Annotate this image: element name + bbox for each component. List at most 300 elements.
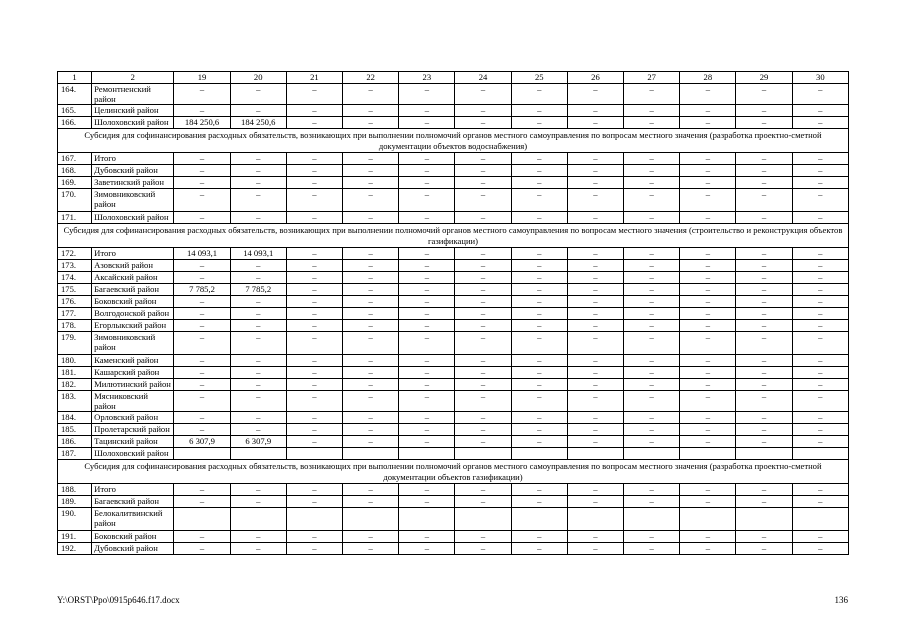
value-cell: – (286, 105, 342, 117)
table-row (58, 117, 849, 129)
value-cell: – (174, 424, 230, 436)
value-cell: – (792, 391, 848, 412)
value-cell: – (736, 117, 792, 129)
value-cell: – (455, 117, 511, 129)
value-cell: – (680, 308, 736, 320)
value-cell: – (792, 84, 848, 105)
value-cell (567, 508, 623, 531)
value-cell: – (736, 424, 792, 436)
value-cell: – (399, 355, 455, 367)
value-cell: – (455, 212, 511, 224)
value-cell: – (399, 272, 455, 284)
value-cell: – (567, 84, 623, 105)
value-cell: – (399, 543, 455, 555)
table-row (58, 367, 849, 379)
value-cell: – (567, 355, 623, 367)
value-cell: – (624, 308, 680, 320)
district-name: Ремонтненский район (92, 84, 174, 105)
value-cell: – (624, 484, 680, 496)
row-number: 183. (58, 391, 92, 412)
value-cell: – (792, 296, 848, 308)
column-header: 21 (286, 72, 342, 84)
value-cell: – (624, 212, 680, 224)
value-cell: – (680, 391, 736, 412)
value-cell: – (680, 84, 736, 105)
district-name: Волгодонской район (92, 308, 174, 320)
value-cell: – (567, 105, 623, 117)
value-cell: – (230, 165, 286, 177)
value-cell: – (567, 412, 623, 424)
value-cell: – (792, 308, 848, 320)
value-cell (399, 448, 455, 460)
value-cell: – (230, 153, 286, 165)
value-cell: – (624, 260, 680, 272)
value-cell: 6 307,9 (230, 436, 286, 448)
district-name: Багаевский район (92, 284, 174, 296)
row-number: 167. (58, 153, 92, 165)
value-cell: – (736, 308, 792, 320)
table-row (58, 424, 849, 436)
value-cell: – (343, 367, 399, 379)
value-cell: – (343, 117, 399, 129)
value-cell: – (511, 84, 567, 105)
value-cell: – (455, 355, 511, 367)
value-cell: – (736, 105, 792, 117)
value-cell: – (792, 332, 848, 355)
value-cell: 184 250,6 (230, 117, 286, 129)
value-cell: – (174, 177, 230, 189)
value-cell: – (511, 367, 567, 379)
value-cell: – (455, 531, 511, 543)
value-cell: – (680, 412, 736, 424)
row-number: 180. (58, 355, 92, 367)
value-cell: – (343, 412, 399, 424)
row-number: 173. (58, 260, 92, 272)
value-cell: – (680, 284, 736, 296)
column-header: 2 (92, 72, 174, 84)
table-row (58, 355, 849, 367)
value-cell: – (624, 248, 680, 260)
value-cell: – (511, 165, 567, 177)
row-number: 190. (58, 508, 92, 531)
value-cell: – (792, 260, 848, 272)
value-cell: 14 093,1 (230, 248, 286, 260)
table-row (58, 212, 849, 224)
table-row (58, 531, 849, 543)
table-row (58, 272, 849, 284)
value-cell (455, 508, 511, 531)
column-header: 26 (567, 72, 623, 84)
value-cell: – (343, 320, 399, 332)
value-cell: – (399, 308, 455, 320)
value-cell: – (174, 260, 230, 272)
value-cell: – (624, 296, 680, 308)
row-number: 169. (58, 177, 92, 189)
value-cell: – (624, 105, 680, 117)
row-number: 187. (58, 448, 92, 460)
value-cell: – (511, 296, 567, 308)
value-cell: – (624, 531, 680, 543)
value-cell: – (511, 308, 567, 320)
district-name: Милютинский район (92, 379, 174, 391)
value-cell: – (680, 436, 736, 448)
row-number: 182. (58, 379, 92, 391)
table-row (58, 379, 849, 391)
column-header: 23 (399, 72, 455, 84)
value-cell: – (455, 260, 511, 272)
table-row (58, 105, 849, 117)
value-cell: – (624, 320, 680, 332)
value-cell (567, 448, 623, 460)
value-cell: – (343, 272, 399, 284)
district-name: Боковский район (92, 296, 174, 308)
value-cell: – (174, 412, 230, 424)
value-cell: – (624, 84, 680, 105)
district-name: Зимовниковский район (92, 189, 174, 212)
section-heading: Субсидия для софинансирования расходных обязательств, возникающих при выполнении полномочий органов местного самоуправления по вопросам местного значения (строительство и реконструкция объектов газификации) (58, 224, 849, 248)
district-name: Пролетарский район (92, 424, 174, 436)
value-cell: – (399, 391, 455, 412)
value-cell: – (343, 296, 399, 308)
value-cell: – (343, 484, 399, 496)
value-cell: – (624, 436, 680, 448)
value-cell: – (286, 260, 342, 272)
table-header-row (58, 72, 849, 84)
value-cell: – (624, 412, 680, 424)
table-row (58, 543, 849, 555)
value-cell: – (680, 248, 736, 260)
value-cell: – (736, 248, 792, 260)
row-number: 186. (58, 436, 92, 448)
value-cell: – (174, 320, 230, 332)
district-name: Каменский район (92, 355, 174, 367)
value-cell: – (736, 484, 792, 496)
row-number: 181. (58, 367, 92, 379)
value-cell: – (567, 177, 623, 189)
value-cell: – (399, 260, 455, 272)
value-cell: – (286, 296, 342, 308)
value-cell: – (511, 436, 567, 448)
row-number: 184. (58, 412, 92, 424)
value-cell: – (230, 84, 286, 105)
value-cell: – (455, 177, 511, 189)
value-cell: – (736, 296, 792, 308)
value-cell: – (736, 260, 792, 272)
value-cell: – (286, 212, 342, 224)
value-cell: – (680, 272, 736, 284)
value-cell: – (792, 248, 848, 260)
value-cell: – (230, 496, 286, 508)
value-cell: – (792, 165, 848, 177)
value-cell: – (230, 105, 286, 117)
value-cell: – (455, 189, 511, 212)
row-number: 170. (58, 189, 92, 212)
value-cell (174, 448, 230, 460)
value-cell: – (567, 272, 623, 284)
value-cell: – (174, 165, 230, 177)
value-cell: – (455, 165, 511, 177)
value-cell: – (399, 531, 455, 543)
value-cell (736, 448, 792, 460)
value-cell: – (624, 272, 680, 284)
district-name: Мясниковский район (92, 391, 174, 412)
table-row (58, 448, 849, 460)
value-cell (174, 508, 230, 531)
value-cell: – (511, 272, 567, 284)
district-name: Белокалитвинский район (92, 508, 174, 531)
value-cell (343, 448, 399, 460)
value-cell: – (736, 379, 792, 391)
row-number: 178. (58, 320, 92, 332)
value-cell: – (455, 391, 511, 412)
value-cell: – (343, 391, 399, 412)
value-cell: – (343, 248, 399, 260)
value-cell: – (792, 531, 848, 543)
value-cell: – (174, 84, 230, 105)
district-name: Итого (92, 484, 174, 496)
value-cell: – (455, 284, 511, 296)
value-cell: – (286, 308, 342, 320)
value-cell: – (399, 296, 455, 308)
value-cell: – (511, 332, 567, 355)
value-cell: – (511, 284, 567, 296)
value-cell: – (286, 531, 342, 543)
value-cell: – (230, 424, 286, 436)
value-cell: – (792, 320, 848, 332)
document-sheet (57, 71, 849, 555)
value-cell: – (624, 284, 680, 296)
value-cell: – (792, 212, 848, 224)
value-cell: – (343, 153, 399, 165)
value-cell: – (511, 412, 567, 424)
column-header: 29 (736, 72, 792, 84)
value-cell: – (680, 424, 736, 436)
value-cell: – (455, 379, 511, 391)
value-cell: – (680, 165, 736, 177)
district-name: Целинский район (92, 105, 174, 117)
value-cell: – (286, 424, 342, 436)
value-cell (286, 508, 342, 531)
value-cell: – (455, 308, 511, 320)
district-name: Егорлыкский район (92, 320, 174, 332)
column-header: 30 (792, 72, 848, 84)
value-cell (624, 508, 680, 531)
value-cell: – (736, 272, 792, 284)
value-cell: – (792, 543, 848, 555)
value-cell: – (680, 320, 736, 332)
table-row (58, 165, 849, 177)
column-header: 28 (680, 72, 736, 84)
value-cell: – (343, 284, 399, 296)
value-cell: – (624, 496, 680, 508)
row-number: 175. (58, 284, 92, 296)
footer-file-path: Y:\ORST\Ppo\0915p646.f17.docx (57, 595, 180, 605)
value-cell: – (567, 189, 623, 212)
value-cell: – (736, 496, 792, 508)
value-cell: – (792, 272, 848, 284)
row-number: 176. (58, 296, 92, 308)
value-cell: – (343, 496, 399, 508)
value-cell: – (792, 355, 848, 367)
value-cell: – (286, 355, 342, 367)
section-heading-row (58, 224, 849, 248)
value-cell: – (399, 177, 455, 189)
district-name: Кашарский район (92, 367, 174, 379)
value-cell: – (511, 379, 567, 391)
table-row (58, 308, 849, 320)
value-cell: – (792, 189, 848, 212)
value-cell: – (286, 248, 342, 260)
value-cell: – (286, 165, 342, 177)
value-cell: – (455, 367, 511, 379)
value-cell: – (286, 177, 342, 189)
value-cell: – (230, 332, 286, 355)
value-cell: – (680, 260, 736, 272)
value-cell: – (567, 212, 623, 224)
row-number: 164. (58, 84, 92, 105)
table-row (58, 84, 849, 105)
value-cell: – (567, 531, 623, 543)
row-number: 166. (58, 117, 92, 129)
value-cell: – (399, 248, 455, 260)
value-cell: – (680, 177, 736, 189)
table-row (58, 296, 849, 308)
value-cell: – (230, 308, 286, 320)
value-cell: – (230, 379, 286, 391)
value-cell: – (567, 117, 623, 129)
table-row (58, 177, 849, 189)
value-cell: – (511, 212, 567, 224)
value-cell: – (511, 355, 567, 367)
value-cell: – (343, 355, 399, 367)
value-cell: – (567, 320, 623, 332)
value-cell: – (567, 436, 623, 448)
value-cell: – (343, 332, 399, 355)
value-cell: – (624, 424, 680, 436)
row-number: 179. (58, 332, 92, 355)
value-cell: – (343, 436, 399, 448)
value-cell: – (455, 272, 511, 284)
row-number: 185. (58, 424, 92, 436)
column-header: 19 (174, 72, 230, 84)
value-cell: – (230, 391, 286, 412)
value-cell: – (511, 248, 567, 260)
value-cell: – (230, 296, 286, 308)
value-cell: – (286, 367, 342, 379)
value-cell: – (511, 260, 567, 272)
value-cell: – (399, 436, 455, 448)
value-cell: – (511, 320, 567, 332)
value-cell: – (624, 177, 680, 189)
value-cell: – (567, 332, 623, 355)
value-cell: – (286, 320, 342, 332)
value-cell: – (736, 436, 792, 448)
table-row (58, 284, 849, 296)
value-cell: – (286, 153, 342, 165)
value-cell: – (455, 320, 511, 332)
value-cell: – (680, 105, 736, 117)
row-number: 171. (58, 212, 92, 224)
table-row (58, 153, 849, 165)
value-cell: – (680, 496, 736, 508)
value-cell: – (399, 320, 455, 332)
value-cell (792, 508, 848, 531)
value-cell: – (736, 355, 792, 367)
value-cell: – (680, 367, 736, 379)
value-cell: – (736, 84, 792, 105)
table-row (58, 332, 849, 355)
value-cell: – (230, 367, 286, 379)
value-cell: – (343, 308, 399, 320)
district-name: Итого (92, 248, 174, 260)
value-cell: 14 093,1 (174, 248, 230, 260)
value-cell: 184 250,6 (174, 117, 230, 129)
value-cell: – (736, 177, 792, 189)
value-cell: 6 307,9 (174, 436, 230, 448)
value-cell: – (230, 531, 286, 543)
value-cell: – (624, 332, 680, 355)
value-cell: – (792, 424, 848, 436)
value-cell: – (174, 272, 230, 284)
table-row (58, 412, 849, 424)
value-cell: – (230, 543, 286, 555)
value-cell: – (230, 484, 286, 496)
value-cell: – (286, 84, 342, 105)
value-cell: – (174, 543, 230, 555)
value-cell: – (736, 412, 792, 424)
value-cell: – (343, 543, 399, 555)
value-cell (680, 508, 736, 531)
value-cell: – (174, 355, 230, 367)
value-cell: – (230, 212, 286, 224)
value-cell: – (174, 212, 230, 224)
section-heading: Субсидия для софинансирования расходных обязательств, возникающих при выполнении полномочий органов местного самоуправления по вопросам местного значения (разработка проектно-сметной документации объектов водоснабжения) (58, 129, 849, 153)
value-cell: – (343, 424, 399, 436)
value-cell: – (792, 379, 848, 391)
value-cell: – (399, 165, 455, 177)
value-cell: – (680, 332, 736, 355)
value-cell: – (230, 189, 286, 212)
value-cell: – (286, 332, 342, 355)
value-cell: – (511, 189, 567, 212)
district-name: Итого (92, 153, 174, 165)
value-cell (230, 448, 286, 460)
table-row (58, 248, 849, 260)
value-cell: – (792, 496, 848, 508)
value-cell: – (736, 165, 792, 177)
value-cell: – (624, 117, 680, 129)
value-cell (286, 448, 342, 460)
value-cell: – (624, 355, 680, 367)
value-cell: – (286, 436, 342, 448)
value-cell: – (680, 212, 736, 224)
value-cell: – (286, 189, 342, 212)
section-heading-row (58, 460, 849, 484)
value-cell: – (511, 496, 567, 508)
value-cell: – (343, 379, 399, 391)
value-cell: – (567, 484, 623, 496)
value-cell: – (343, 260, 399, 272)
value-cell: – (230, 177, 286, 189)
value-cell: – (680, 484, 736, 496)
value-cell: – (792, 484, 848, 496)
value-cell: – (174, 379, 230, 391)
value-cell: – (343, 531, 399, 543)
row-number: 192. (58, 543, 92, 555)
row-number: 165. (58, 105, 92, 117)
value-cell: – (455, 332, 511, 355)
value-cell: – (736, 543, 792, 555)
